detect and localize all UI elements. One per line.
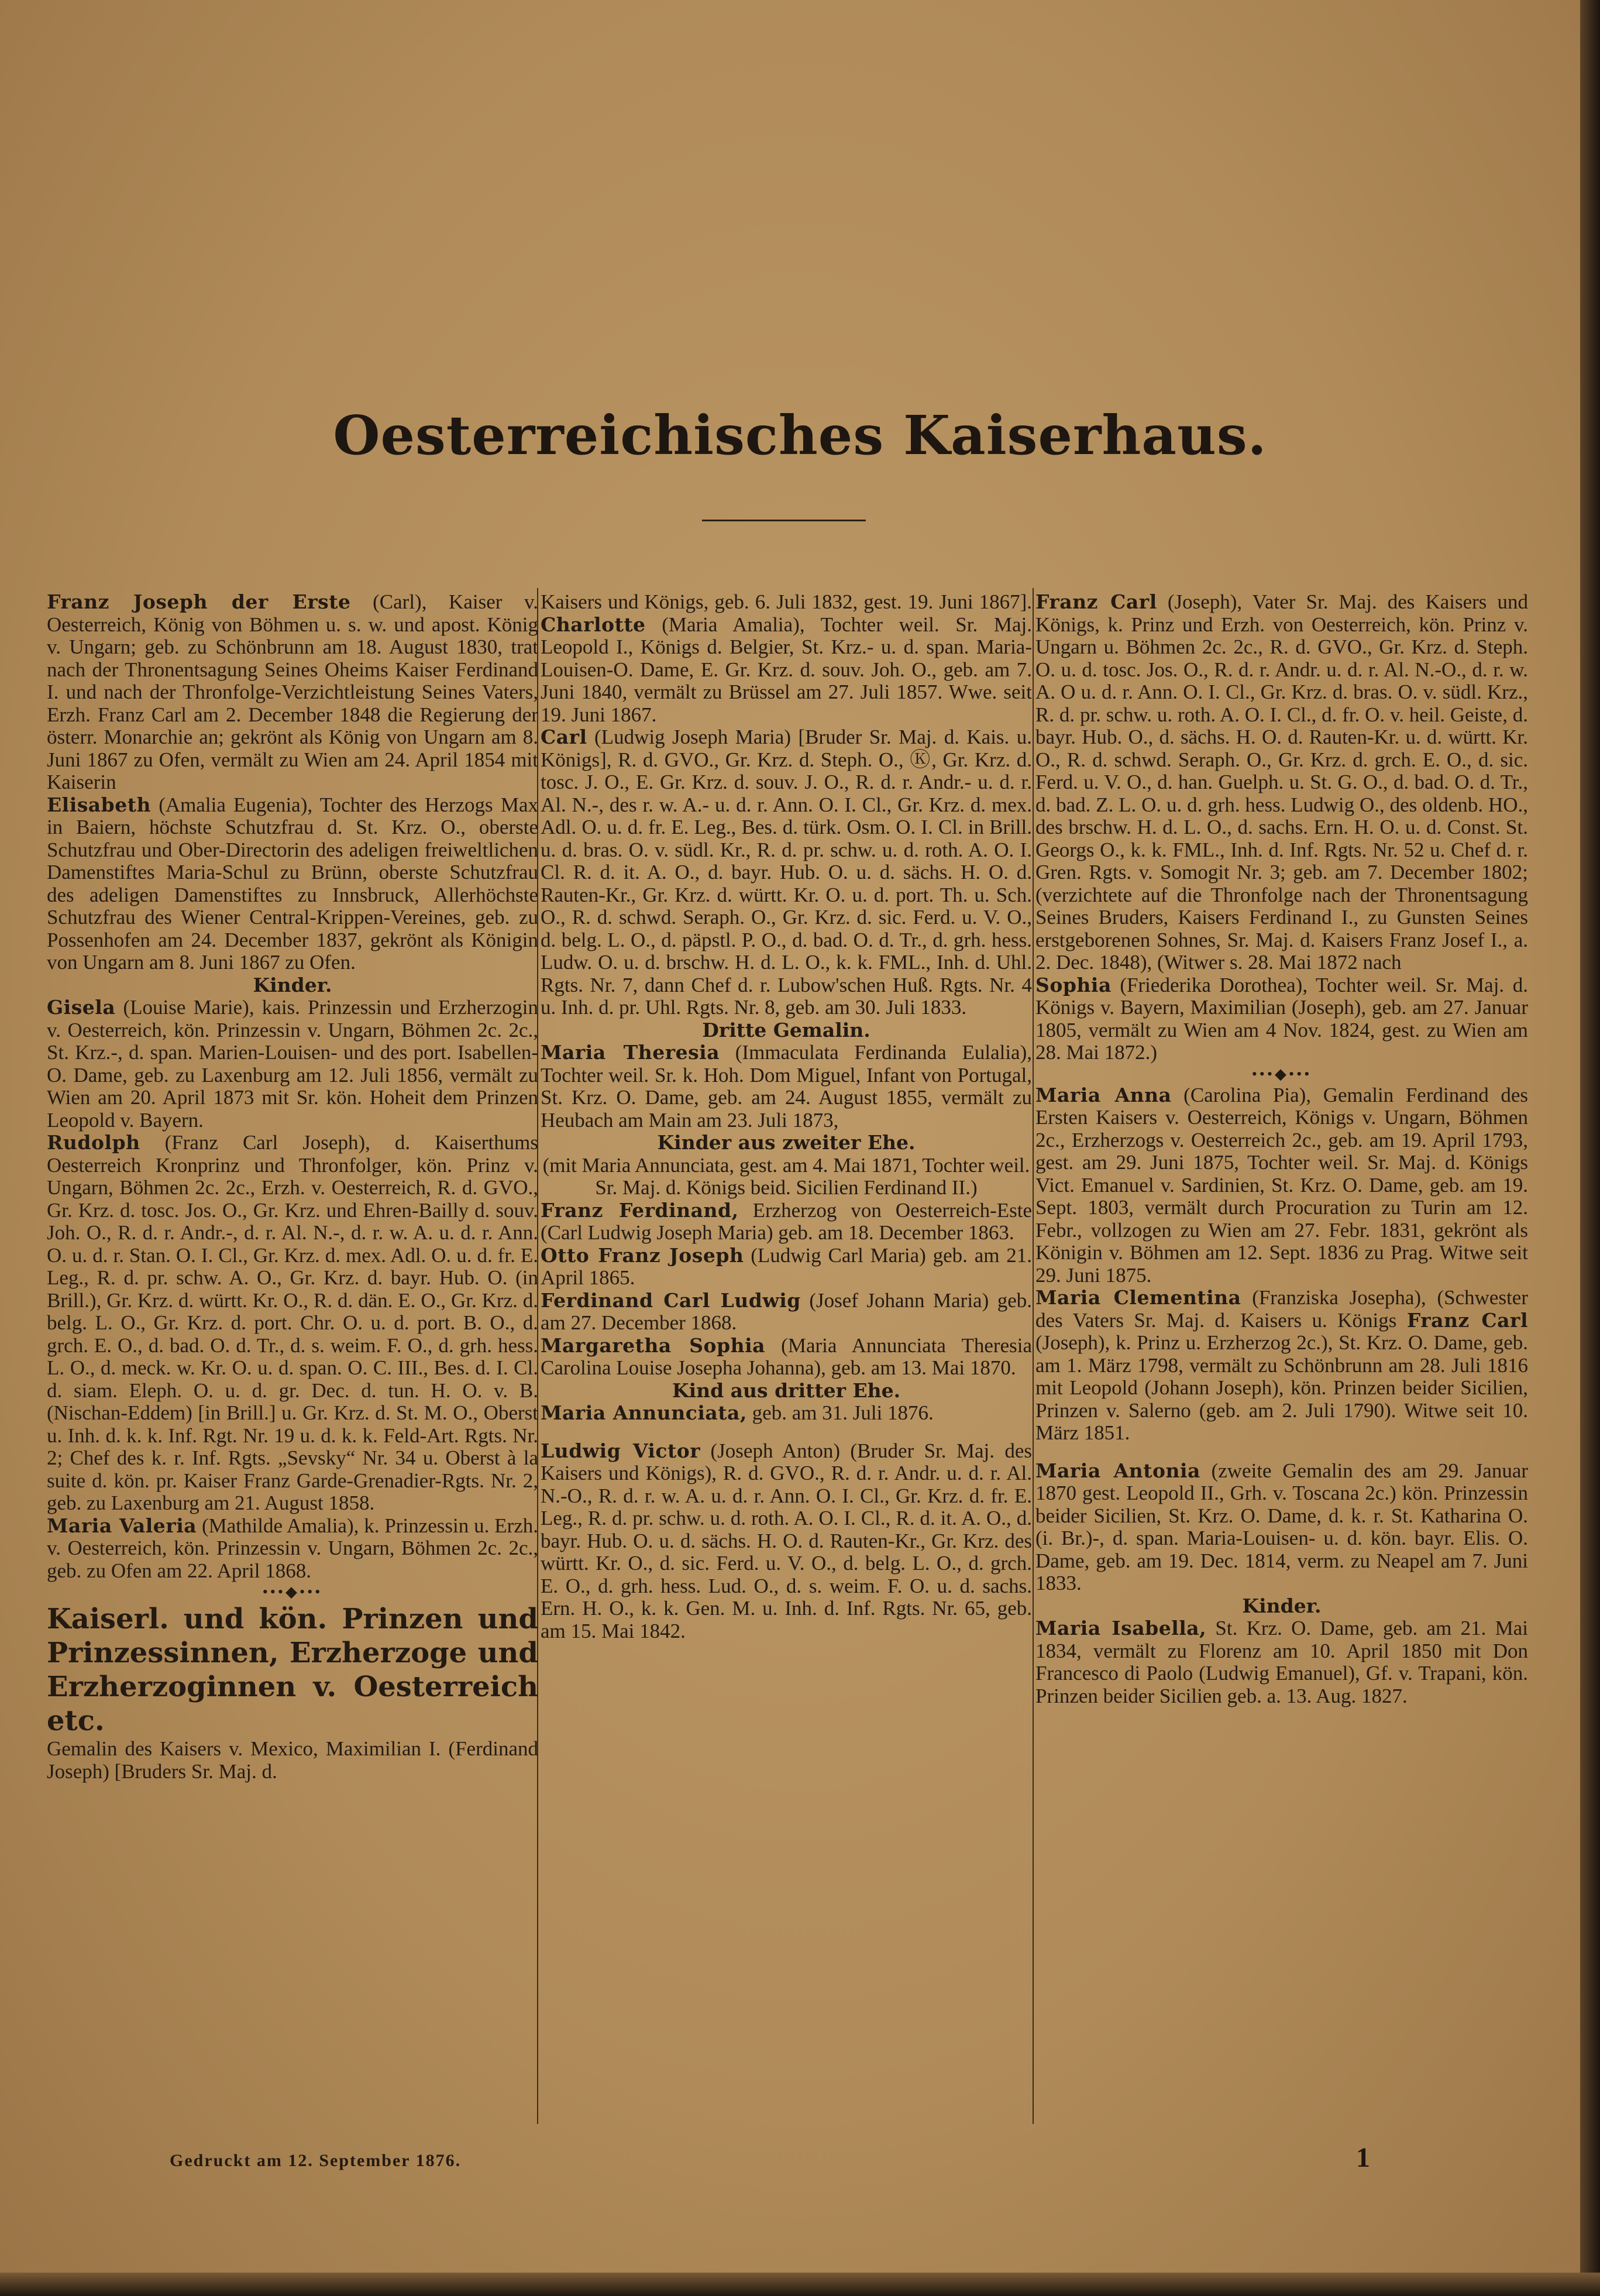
page-edge-shadow <box>1580 0 1600 2296</box>
section-heading-kinder: Kinder. <box>1242 1594 1322 1617</box>
entry-text: (Carl), Kaiser v. Oesterreich, König von Böhmen u. s. w. und apost. König v. Ungarn; geb. zu Schönbrunn am 18. August 1830, trat nach der Thronentsagung Seines Oheims Kaiser Ferdinand I. und nach der Thronfolge-Verzichtleistung Seines Vaters, Erzh. Franz Carl am 2. December 1848 die Regierung der österr. Monarchie an; gekrönt als König von Ungarn am 8. Juni 1867 zu Ofen, vermält zu Wien am 24. April 1854 mit Kaiserin <box>47 590 538 793</box>
entry-margaretha-sophia <box>541 1335 1032 1380</box>
text-column-2 <box>541 591 1032 1642</box>
entry-text: (Mathilde Amalia), k. Prinzessin u. Erzh. v. Oesterreich, kön. Prinzessin v. Ungarn, Böhmen 2c. 2c., geb. zu Ofen am 22. April 1868. <box>47 1514 539 1582</box>
entry-rudolph <box>47 1132 538 1515</box>
entry-name: Carl <box>541 726 587 748</box>
entry-charlotte <box>541 591 1032 726</box>
section-heading-prinzen: Kaiserl. und kön. Prinzen und Prinzessinnen, Erzherzoge und Erzherzoginnen v. Oesterreich etc. <box>47 1603 538 1737</box>
entry-gisela <box>47 996 538 1132</box>
entry-maria-valeria <box>47 1515 538 1583</box>
entry-otto-franz-joseph <box>541 1245 1032 1290</box>
entry-text: (Ludwig Carl Maria) geb. am 21. April 1865. <box>541 1243 1032 1289</box>
entry-carl <box>541 726 1032 1019</box>
entry-franz-ferdinand <box>541 1199 1032 1245</box>
entry-text: (Joseph Anton) (Bruder Sr. Maj. des Kaisers und Königs), R. d. GVO., R. d. r. Andr. u. d. r. Al. N.-O., R. d. r. w. A. u. d. r. Ann. O. I. Cl., Gr. Krz. d. fr. E. Leg., R. d. pr. schw. u. d. roth. A. O. I. Cl., R. d. it. A. O., d. bayr. Hub. O. u. d. sächs. H. O. d. Rauten-Kr., Gr. Krz. des württ. Kr. O., d. sic. Ferd. u. V. O., d. belg. L. O., d. grch. E. O., d. grh. hess. Lud. O., d. s. weim. F. O. u. d. sachs. Ern. H. O., k. k. Gen. M. u. Inh. d. Inf. Rgts. Nr. 65, geb. am 15. Mai 1842. <box>541 1439 1032 1642</box>
entry-text: Erzherzog von Oesterreich-Este (Carl Ludwig Joseph Maria) geb. am 18. December 1863. <box>541 1198 1033 1244</box>
text-column-1 <box>47 591 538 1783</box>
entry-name: Franz Joseph der Erste <box>47 590 351 613</box>
entry-ferdinand-carl-ludwig <box>541 1290 1032 1335</box>
entry-name: Maria Antonia <box>1035 1459 1200 1482</box>
entry-name: Maria Anna <box>1035 1083 1172 1106</box>
entry-name: Ludwig Victor <box>541 1439 701 1462</box>
entry-text: (Immaculata Ferdinanda Eulalia), Tochter weil. Sr. k. Hoh. Dom Miguel, Infant von Portugal, St. Krz. O. Dame, geb. am 24. August 1855, vermält zu Heubach am Main am 23. Juli 1873, <box>541 1041 1032 1132</box>
entry-name: Maria Valeria <box>47 1514 197 1537</box>
page-title: Oesterreichisches Kaiserhaus. <box>333 404 1267 467</box>
entry-name: Franz Ferdinand, <box>541 1198 739 1222</box>
entry-name: Charlotte <box>541 613 646 636</box>
entry-text: (Joseph), Vater Sr. Maj. des Kaisers und Königs, k. Prinz und Erzh. von Oesterreich, kön. Prinz v. Ungarn u. Böhmen 2c. 2c., R. d. GVO., Gr. Krz. d. Steph. O. u. d. tosc. Jos. O., R. d. r. Andr. u. d. r. Al. N.-O., d. r. w. A. O u. d. r. Ann. O. I. Cl., Gr. Krz. d. bras. O. v. südl. Krz., R. d. pr. schw. u. roth. A. O. I. Cl., d. fr. O. v. heil. Geiste, d. bayr. Hub. O., d. sächs. H. O. d. Rauten-Kr. u. d. württ. Kr. O., R. d. schwd. Seraph. O., Gr. Krz. d. grch. E. O., d. sic. Ferd. u. V. O., d. han. Guelph. u. St. G. O., d. bad. O. d. Tr., d. bad. Z. L. O. u. d. grh. hess. Ludwig O., des oldenb. HO., des brschw. H. d. L. O., d. sachs. Ern. H. O. u. d. Const. St. Georgs O., k. k. FML., Inh. d. Inf. Rgts. Nr. 52 u. Chef d. r. Gren. Rgts. v. Somogit Nr. 3; geb. am 7. December 1802; (verzichtete auf die Thronfolge nach der Thronentsagung Seines Bruders, Kaisers Ferdinand I., zu Gunsten Seines erstgeborenen Sohnes, Sr. Maj. d. Kaisers Franz Josef I., a. 2. Dec. 1848), (Witwer s. 28. Mai 1872 nach <box>1035 590 1528 974</box>
entry-name: Elisabeth <box>47 793 151 816</box>
entry-gemalin-mexico: Gemalin des Kaisers v. Mexico, Maximilian I. (Ferdinand Joseph) [Bruders Sr. Maj. d. <box>47 1737 538 1783</box>
page-bottom-shadow <box>0 2273 1600 2296</box>
print-date-footer: Gedruckt am 12. September 1876. <box>170 2151 462 2170</box>
title-divider <box>702 520 866 521</box>
text-column-3 <box>1035 591 1528 1707</box>
entry-maria-theresia <box>541 1042 1032 1132</box>
entry-text: (Josef Johann Maria) geb. am 27. December 1868. <box>541 1288 1032 1334</box>
entry-name: Margaretha Sophia <box>541 1333 765 1357</box>
ornament-divider: •••◆••• <box>262 1583 323 1600</box>
entry-name-inline: Franz Carl <box>1406 1308 1528 1332</box>
entry-text: (Louise Marie), kais. Prinzessin und Erzherzogin v. Oesterreich, kön. Prinzessin v. Ungarn, Böhmen 2c. 2c., St. Krz.-, d. span. Marien-Louisen- und des port. Isabellen-O. Dame, geb. zu Laxenburg am 12. Juli 1856, vermält zu Wien am 20. April 1873 mit Sr. kön. Hoheit dem Prinzen Leopold v. Bayern. <box>47 996 539 1132</box>
entry-name: Ferdinand Carl Ludwig <box>541 1288 801 1312</box>
entry-maria-clementina <box>1035 1287 1528 1445</box>
entry-text: (Maria Amalia), Tochter weil. Sr. Maj. Leopold I., Königs d. Belgier, St. Krz.- u. d. span. Maria-Louisen-O. Dame, E. Gr. Krz. d. souv. Joh. O., geb. am 7. Juni 1840, vermält zu Brüssel am 27. Juli 1857. Wwe. seit 19. Juni 1867. <box>541 613 1033 726</box>
entry-text: Kaisers und Königs, geb. 6. Juli 1832, gest. 19. Juni 1867]. <box>541 590 1032 613</box>
entry-sophia <box>1035 974 1528 1064</box>
entry-text: (zweite Gemalin des am 29. Januar 1870 gest. Leopold II., Grh. v. Toscana 2c.) kön. Prinzessin beider Sicilien, St. Krz. O. Dame, d. k. r. St. Katharina O. (i. Br.)-, d. span. Maria-Louisen- u. d. kön. bayr. Elis. O. Dame, geb. am 19. Dec. 1814, verm. zu Neapel am 7. Juni 1833. <box>1035 1459 1529 1594</box>
entry-maria-isabella <box>1035 1617 1528 1707</box>
entry-name: Maria Clementina <box>1035 1286 1241 1309</box>
entry-ludwig-victor <box>541 1440 1032 1643</box>
entry-text: (Franz Carl Joseph), d. Kaiserthums Oesterreich Kronprinz und Thronfolger, kön. Prinz v. Ungarn, Böhmen 2c. 2c., Erzh. v. Oesterreich, R. d. GVO., Gr. Krz. d. tosc. Jos. O., Gr. Krz. und Ehren-Bailly d. souv. Joh. O., R. d. r. Andr.-, d. r. Al. N.-, d. r. w. A. u. d. r. Ann. O. u. d. r. Stan. O. I. Cl., Gr. Krz. d. mex. Adl. O. u. d. fr. E. Leg., R. d. pr. schw. A. O., Gr. Krz. d. bayr. Hub. O. (in Brill.), Gr. Krz. d. württ. Kr. O., R. d. dän. E. O., Gr. Krz. d. belg. L. O., Gr. Krz. d. port. Chr. O. u. d. port. B. O., d. grch. E. O., d. bad. O. d. Tr., d. s. weim. F. O., d. grh. hess. L. O., d. meck. w. Kr. O. u. d. span. O. C. III., Bes. d. I. Cl. d. siam. Eleph. O. u. d. gr. Dec. d. tun. H. O. v. B. (Nischan-Eddem) [in Brill.] u. Gr. Krz. d. St. M. O., Oberst u. Inh. d. k. k. Inf. Rgt. Nr. 19 u. d. k. k. Feld-Art. Rgts. Nr. 2; Chef des k. r. Inf. Rgts. „Sevsky“ Nr. 34 u. Oberst à la suite d. kön. pr. Kaiser Franz Garde-Grenadier-Rgts. Nr. 2, geb. zu Laxenburg am 21. August 1858. <box>47 1131 539 1514</box>
page-number: 1 <box>1356 2142 1370 2173</box>
entry-franz-joseph <box>47 591 538 794</box>
entry-name: Rudolph <box>47 1131 140 1154</box>
entry-name: Gisela <box>47 996 116 1019</box>
entry-maria-annunciata <box>541 1402 1032 1425</box>
entry-text: (Maria Annunciata Theresia Carolina Louise Josepha Johanna), geb. am 13. Mai 1870. <box>541 1333 1032 1379</box>
entry-text: (Joseph), k. Prinz u. Erzherzog 2c.), St. Krz. O. Dame, geb. am 1. März 1798, vermält zu Schönbrunn am 28. Juli 1816 mit Leopold (Johann Joseph), kön. Prinzen beider Sicilien, Prinzen v. Salerno (geb. am 2. Juli 1790). Witwe seit 10. März 1851. <box>1035 1331 1528 1444</box>
entry-text: (Amalia Eugenia), Tochter des Herzogs Max in Baiern, höchste Schutzfrau d. St. Krz. O., oberste Schutzfrau und Ober-Directorin des adeligen freiweltlichen Damenstiftes Maria-Schul zu Brünn, oberste Schutzfrau des adeligen Damenstiftes zu Innsbruck, Allerhöchste Schutzfrau des Wiener Central-Krippen-Vereines, geb. zu Possenhofen am 24. December 1837, gekrönt als Königin von Ungarn am 8. Juni 1867 zu Ofen. <box>47 793 539 974</box>
column-divider-2 <box>1033 588 1034 2124</box>
entry-text: (Friederika Dorothea), Tochter weil. Sr. Maj. d. Königs v. Bayern, Maximilian (Joseph), geb. am 27. Januar 1805, vermält zu Wien am 4 Nov. 1824, gest. zu Wien am 28. Mai 1872.) <box>1035 973 1529 1064</box>
entry-text: (Franziska Josepha), (Schwester des Vaters Sr. Maj. d. Kaisers u. Königs <box>1035 1286 1528 1332</box>
entry-name: Franz Carl <box>1035 590 1157 613</box>
entry-elisabeth <box>47 794 538 974</box>
entry-franz-carl <box>1035 591 1528 974</box>
entry-text: (Ludwig Joseph Maria) [Bruder Sr. Maj. d. Kais. u. Königs], R. d. GVO., Gr. Krz. d. Steph. O., Ⓚ, Gr. Krz. d. tosc. J. O., E. Gr. Krz. d. souv. J. O., R. d. r. Andr.- u. d. r. Al. N.-, des r. w. A.- u. d. r. Ann. O. I. Cl., Gr. Krz. d. mex. Adl. O. u. d. fr. E. Leg., Bes. d. türk. Osm. O. I. Cl. in Brill. u. d. bras. O. v. südl. Kr., R. d. pr. schw. u. d. roth. A. O. I. Cl. R. d. it. A. O., d. bayr. Hub. O. u. d. sächs. H. O. d. Rauten-Kr., Gr. Krz. d. württ. Kr. O. u. d. port. Th. u. Sch. O., R. d. schwd. Seraph. O., Gr. Krz. d. sic. Ferd. u. V. O., d. belg. L. O., d. päpstl. P. O., d. bad. O. d. Tr., d. grh. hess. Ludw. O. u. d. brschw. H. d. L. O., k. k. FML., Inh. d. Uhl. Rgts. Nr. 7, dann Chef d. r. Lubow'schen Huß. Rgts. Nr. 4 u. Inh. d. pr. Uhl. Rgts. Nr. 8, geb. am 30. Juli 1833. <box>541 726 1032 1019</box>
entry-maria-anna <box>1035 1084 1528 1287</box>
spacer <box>541 1425 1032 1440</box>
entry-name: Otto Franz Joseph <box>541 1243 744 1267</box>
section-heading-kinder: Kinder. <box>253 973 332 996</box>
section-heading-kinder-zweiter-ehe: Kinder aus zweiter Ehe. <box>657 1131 916 1154</box>
entry-name: Maria Annunciata, <box>541 1401 747 1424</box>
section-heading-kind-dritter-ehe: Kind aus dritter Ehe. <box>672 1379 901 1402</box>
spacer <box>1035 1445 1528 1460</box>
entry-text: St. Krz. O. Dame, geb. am 21. Mai 1834, vermält zu Florenz am 10. April 1850 mit Don Francesco di Paolo (Ludwig Emanuel), Gf. v. Trapani, kön. Prinzen beider Sicilien geb. a. 13. Aug. 1827. <box>1035 1617 1528 1707</box>
section-heading-dritte-gemalin: Dritte Gemalin. <box>702 1018 870 1042</box>
entry-text: (Carolina Pia), Gemalin Ferdinand des Ersten Kaisers v. Oesterreich, Königs v. Ungarn, Böhmen 2c., Erzherzogs v. Oesterreich 2c., geb. am 19. April 1793, gest. am 29. Juni 1875, Tochter weil. Sr. Maj. d. Königs Vict. Emanuel v. Sardinien, St. Krz. O. Dame, geb. am 19. Sept. 1803, vermält durch Procuration zu Turin am 12. Febr., vollzogen zu Wien am 27. Febr. 1831, gekrönt als Königin v. Böhmen am 12. Sept. 1836 zu Prag. Witwe seit 29. Juni 1875. <box>1035 1083 1529 1287</box>
entry-text: geb. am 31. Juli 1876. <box>752 1401 934 1424</box>
entry-name: Maria Theresia <box>541 1041 720 1064</box>
section-note: (mit Maria Annunciata, gest. am 4. Mai 1871, Tochter weil. Sr. Maj. d. Königs beid. Sicilien Ferdinand II.) <box>542 1153 1030 1199</box>
entry-name: Sophia <box>1035 973 1112 996</box>
entry-maria-antonia <box>1035 1460 1528 1595</box>
entry-name: Maria Isabella, <box>1035 1617 1207 1639</box>
ornament-divider: •••◆••• <box>1251 1065 1312 1082</box>
